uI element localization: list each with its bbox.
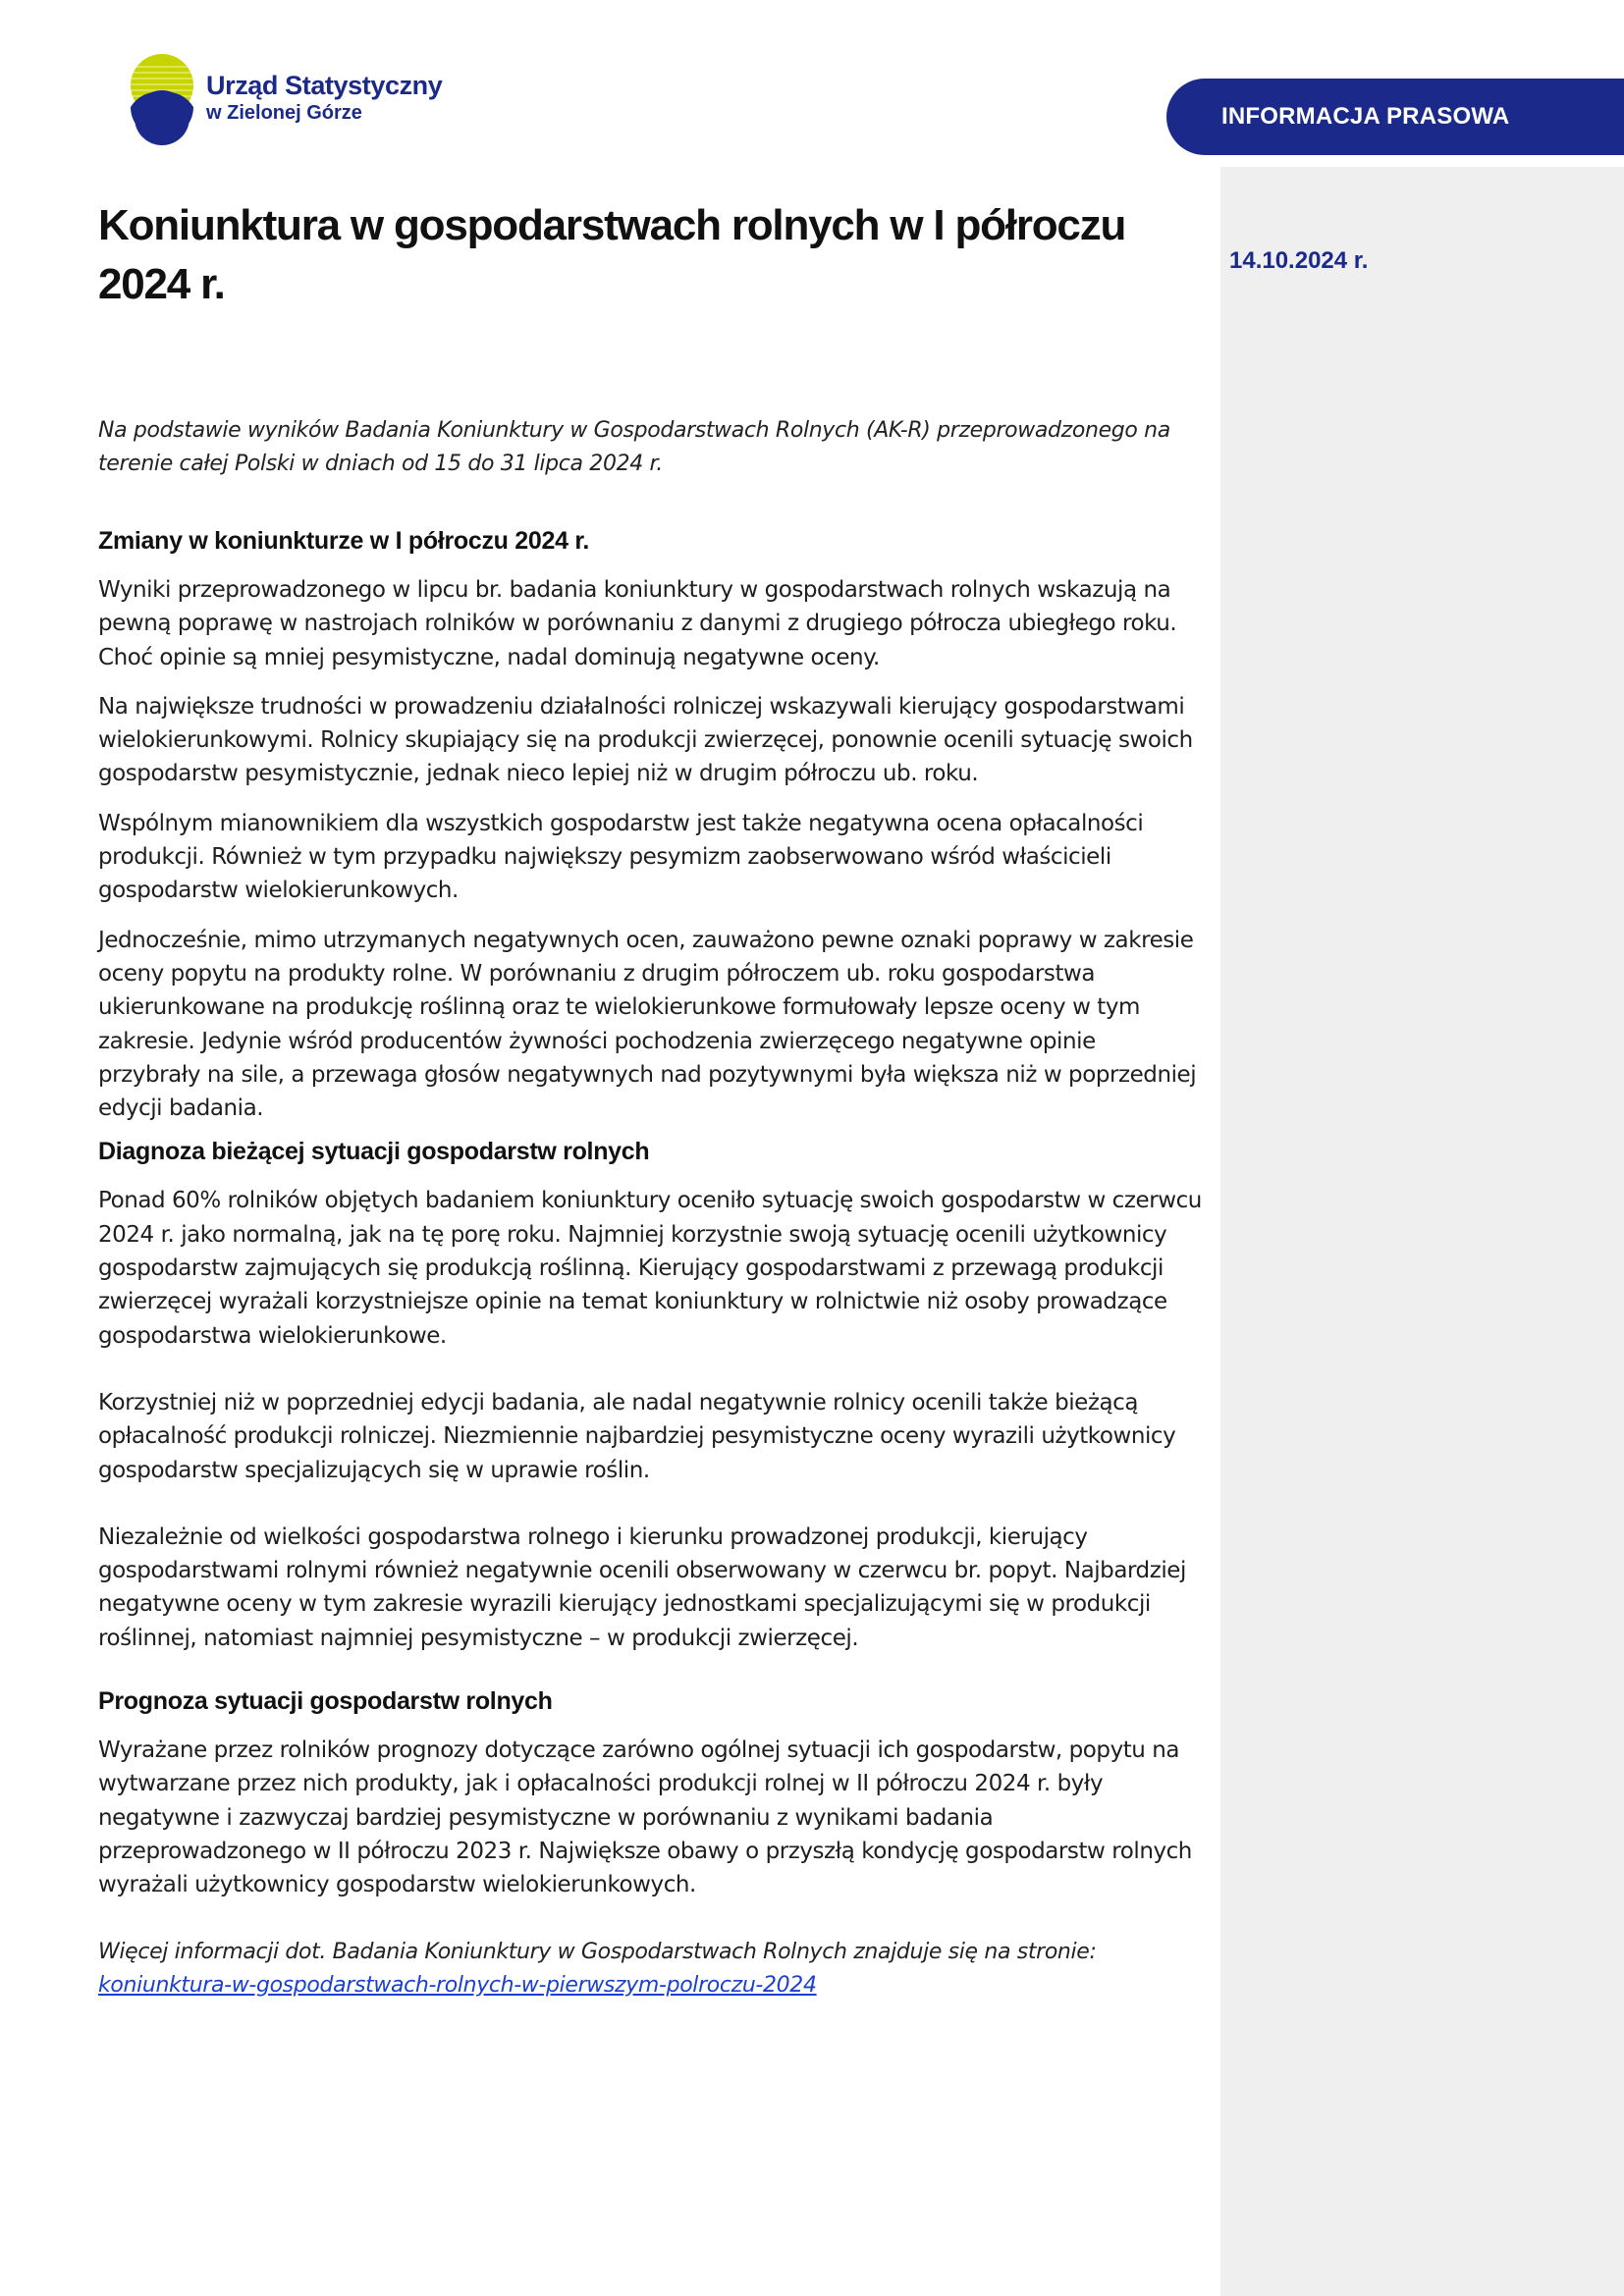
logo-text [206,71,442,126]
logo-name-line2: w Zielonej Górze [206,102,362,124]
section-heading: Prognoza sytuacji gospodarstw rolnych [98,1687,553,1716]
paragraph: Na największe trudności w prowadzeniu działalności rolniczej wskazywali kierujący gospodarstwami wielokierunkowymi. Rolnicy skupiający się na produkcji zwierzęcej, ponownie ocenili sytuację swoich gospodarstw pesymistycznie, jednak nieco lepiej niż w drugim półroczu ub. roku. [98,693,1193,787]
logo-mark-icon [128,53,196,151]
more-info-text: Więcej informacji dot. Badania Koniunktury w Gospodarstwach Rolnych znajduje się na stronie: [98,1939,1097,1964]
paragraph: Jednocześnie, mimo utrzymanych negatywnych ocen, zauważono pewne oznaki poprawy w zakresie oceny popytu na produkty rolne. W porównaniu z drugim półroczem ub. roku gospodarstwa ukierunkowane na produkcję roślinną oraz te wielokierunkowe formułowały lepsze oceny w tym zakresie. Jedynie wśród producentów żywności pochodzenia zwierzęcego negatywne opinie przybrały na sile, a przewaga głosów negatywnych nad pozytywnymi była większa niż w poprzedniej edycji badania. [98,927,1197,1122]
logo-name-line1: Urząd Statystyczny [206,71,443,100]
paragraph: Niezależnie od wielkości gospodarstwa rolnego i kierunku prowadzonej produkcji, kierujący gospodarstwami rolnymi również negatywnie ocenili obserwowany w czerwcu br. popyt. Najbardziej negatywne oceny w tym zakresie wyrazili kierujący jednostkami specjalizującymi się w produkcji roślinnej, natomiast najmniej pesymistyczne – w produkcji zwierzęcej. [98,1523,1186,1651]
page-title: Koniunktura w gospodarstwach rolnych w I półroczu 2024 r. [98,201,1126,308]
section-heading: Zmiany w koniunkturze w I półroczu 2024 r. [98,527,590,555]
press-release-label: INFORMACJA PRASOWA [1221,103,1510,130]
more-info [98,1936,1204,2002]
lead-paragraph: Na podstawie wyników Badania Koniunktury w Gospodarstwach Rolnych (AK-R) przeprowadzonego na terenie całej Polski w dniach od 15 do 31 lipca 2024 r. [98,418,1170,476]
press-release-tab [1166,79,1624,155]
paragraph: Korzystniej niż w poprzedniej edycji badania, ale nadal negatywnie rolnicy ocenili także bieżącą opłacalność produkcji rolniczej. Niezmiennie najbardziej pesymistyczne oceny wyrazili użytkownicy gospodarstw specjalizujących się w uprawie roślin. [98,1389,1176,1483]
paragraph: Wyniki przeprowadzonego w lipcu br. badania koniunktury w gospodarstwach rolnych wskazują na pewną poprawę w nastrojach rolników w porównaniu z danymi z drugiego półrocza ubiegłego roku. Choć opinie są mniej pesymistyczne, nadal dominują negatywne oceny. [98,577,1177,670]
more-info-link[interactable]: koniunktura-w-gospodarstwach-rolnych-w-pierwszym-polroczu-2024 [98,1972,817,1998]
paragraph: Ponad 60% rolników objętych badaniem koniunktury oceniło sytuację swoich gospodarstw w czerwcu 2024 r. jako normalną, jak na tę porę roku. Najmniej korzystnie swoją sytuację ocenili użytkownicy gospodarstw zajmujących się produkcją roślinną. Kierujący gospodarstwami z przewagą produkcji zwierzęcej wyrażali korzystniejsze opinie na temat koniunktury w rolnictwie niż osoby prowadzące gospodarstwa wielokierunkowe. [98,1188,1202,1349]
paragraph: Wspólnym mianownikiem dla wszystkich gospodarstw jest także negatywna ocena opłacalności produkcji. Również w tym przypadku największy pesymizm zaobserwowano wśród właścicieli gospodarstw wielokierunkowych. [98,810,1144,904]
section-heading: Diagnoza bieżącej sytuacji gospodarstw rolnych [98,1138,650,1166]
logo [128,53,461,151]
main-content [98,196,1204,2002]
paragraph: Wyrażane przez rolników prognozy dotyczące zarówno ogólnej sytuacji ich gospodarstw, popytu na wytwarzane przez nich produkty, jak i opłacalności produkcji rolnej w II półroczu 2024 r. były negatywne i zazwyczaj bardziej pesymistyczne w porównaniu z wynikami badania przeprowadzonego w II półroczu 2023 r. Największe obawy o przyszłą kondycję gospodarstw rolnych wyrażali użytkownicy gospodarstw wielokierunkowych. [98,1737,1192,1898]
release-date: 14.10.2024 r. [1229,247,1369,274]
right-sidebar [1220,167,1624,2296]
